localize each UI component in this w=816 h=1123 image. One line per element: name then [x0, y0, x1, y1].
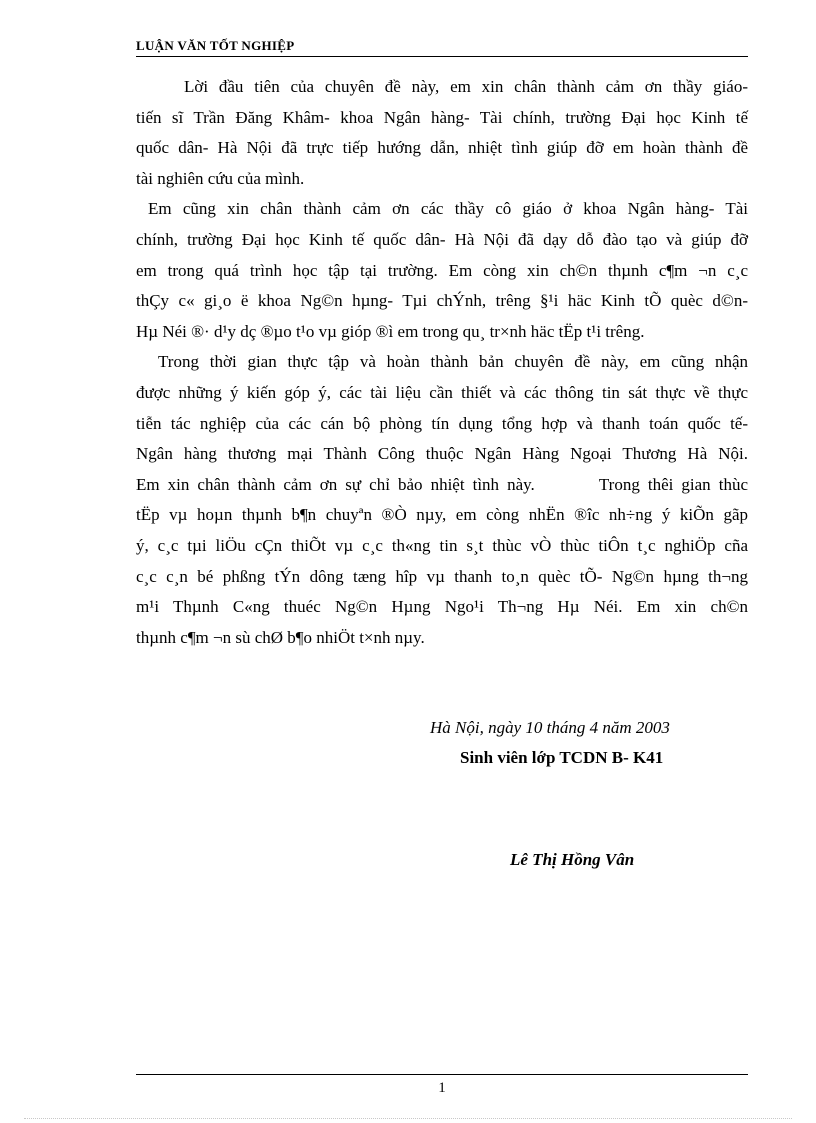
page-edge — [24, 1118, 792, 1119]
document-body — [136, 72, 748, 653]
header-divider — [136, 56, 748, 57]
text-line: Ngân hàng thương mại Thành Công thuộc Ngân Hàng Ngoại Thương Hà Nội. — [136, 444, 748, 464]
footer-divider — [136, 1074, 748, 1075]
text-line: tiễn tác nghiệp của các cán bộ phòng tín dụng tổng hợp và thanh toán quốc tế- — [136, 413, 748, 433]
text-line: tËp vµ hoµn thµnh b¶n chuyªn ®Ò nµy, em còng nhËn ®îc nh÷ng ý kiÕn gãp — [136, 505, 748, 525]
paragraph-1 — [136, 72, 748, 194]
document-header: LUẬN VĂN TỐT NGHIỆP — [136, 38, 295, 53]
text-line: Em xin chân thành cảm ơn sự chỉ bảo nhiệt tình này. Trong thêi gian thùc — [136, 474, 748, 494]
text-line: thµnh c¶m ¬n sù chØ b¶o nhiÖt t×nh nµy. — [136, 627, 425, 647]
student-class: Sinh viên lớp TCDN B- K41 — [460, 748, 664, 767]
text-line: tiến sĩ Trần Đăng Khâm- khoa Ngân hàng- Tài chính, trường Đại học Kinh tế — [136, 107, 748, 127]
page-number: 1 — [438, 1080, 446, 1096]
text-line: Em cũng xin chân thành cảm ơn các thầy cô giáo ở khoa Ngân hàng- Tài — [148, 199, 748, 219]
text-line: chính, trường Đại học Kinh tế quốc dân- Hà Nội đã dạy dỗ đào tạo và giúp đỡ — [136, 229, 748, 249]
text-line: ý, c¸c tµi liÖu cÇn thiÕt vµ c¸c th«ng tin s¸t thùc vÒ thùc tiÔn t¸c nghiÖp cña — [136, 535, 748, 555]
paragraph-3 — [136, 347, 748, 653]
text-line: Trong thời gian thực tập và hoàn thành bản chuyên đề này, em cũng nhận — [158, 352, 748, 372]
paragraph-2 — [136, 194, 748, 347]
text-line: m¹i Thµnh C«ng thuéc Ng©n Hµng Ngo¹i Th¬ng Hµ Néi. Em xin ch©n — [136, 597, 748, 617]
text-line: c¸c c¸n bé phßng tÝn dông tæng hîp vµ thanh to¸n quèc tÕ- Ng©n hµng th¬ng — [136, 566, 748, 586]
text-line: được những ý kiến góp ý, các tài liệu cần thiết và các thông tin sát thực về thực — [136, 382, 748, 402]
text-line: Lời đầu tiên của chuyên đề này, em xin chân thành cảm ơn thầy giáo- — [184, 77, 748, 96]
text-line: em trong quá trình học tập tại trường. Em còng xin ch©n thµnh c¶m ¬n c¸c — [136, 260, 748, 280]
text-line: Hµ Néi ®· d¹y dç ®µo t¹o vµ gióp ®ì em trong qu¸ tr×nh häc tËp t¹i trêng. — [136, 321, 645, 341]
text-line: tài nghiên cứu của mình. — [136, 168, 305, 188]
signature-date: Hà Nội, ngày 10 tháng 4 năm 2003 — [430, 718, 670, 737]
signer-name: Lê Thị Hồng Vân — [510, 850, 635, 869]
text-line: quốc dân- Hà Nội đã trực tiếp hướng dẫn, nhiệt tình giúp đỡ em hoàn thành đề — [136, 138, 748, 158]
text-line: thÇy c« gi¸o ë khoa Ng©n hµng- Tµi chÝnh, trêng §¹i häc Kinh tÕ quèc d©n- — [136, 291, 748, 311]
